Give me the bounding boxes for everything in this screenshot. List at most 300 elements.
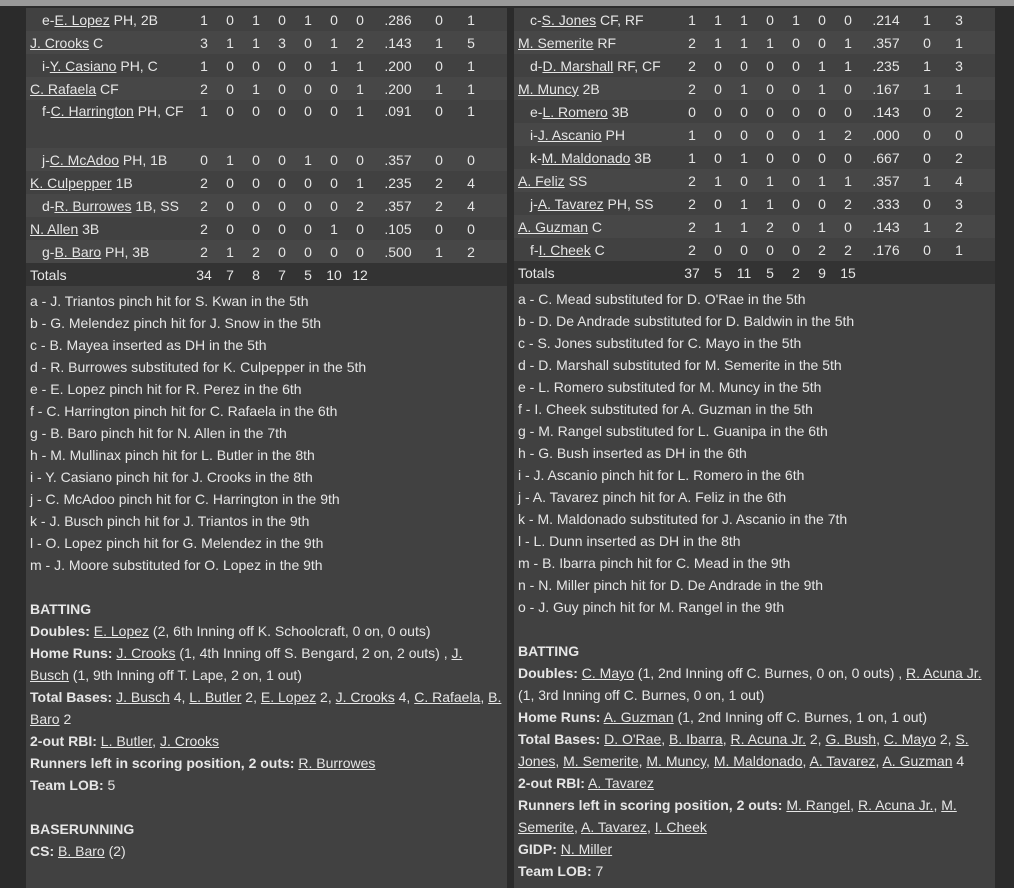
stat-cell: 1 xyxy=(455,77,487,100)
stat-cell: .357 xyxy=(373,194,423,217)
stat-cell: 1 xyxy=(955,241,963,258)
stat-cell: 1 xyxy=(243,77,269,100)
stat-cell: 1 xyxy=(911,77,943,100)
stat-cell: 0 xyxy=(278,103,286,119)
player-position: C xyxy=(588,218,603,235)
stat-cell-pad xyxy=(975,169,995,192)
stat-cell: 0 xyxy=(269,240,295,263)
stat-cell-pad xyxy=(975,261,995,284)
player-name-cell xyxy=(514,31,679,54)
player-link[interactable]: M. Semerite xyxy=(563,753,639,769)
substitution-marker: j- xyxy=(42,151,50,168)
player-link[interactable]: J. Busch xyxy=(30,645,463,683)
player-position: PH xyxy=(601,126,625,143)
stat-cell: .143 xyxy=(861,215,911,238)
player-link[interactable]: B. Baro xyxy=(30,689,502,727)
doubles-line: Doubles: C. Mayo (1, 2nd Inning off C. Burnes, 0 on, 0 outs) , R. Acuna Jr. (1, 3rd Inning off C. Burnes, 0 on, 1 out) xyxy=(518,665,982,703)
stat-cell: 1 xyxy=(347,77,373,100)
totals-row xyxy=(26,263,507,286)
player-link[interactable]: S. Jones xyxy=(541,11,597,28)
stat-cell: .200 xyxy=(384,57,412,74)
stat-cell: 1 xyxy=(766,195,774,212)
stat-cell-pad xyxy=(487,217,507,240)
stat-cell: .091 xyxy=(384,103,412,119)
player-position: PH, C xyxy=(116,57,158,74)
player-link[interactable]: C. Mayo xyxy=(581,665,634,681)
player-name-cell xyxy=(26,240,191,263)
substitution-note: g - B. Baro pinch hit for N. Allen in the 7th xyxy=(30,425,287,441)
player-name-cell xyxy=(26,148,191,171)
player-link[interactable]: J. Crooks xyxy=(335,689,395,705)
stat-cell: 0 xyxy=(435,11,443,28)
player-row xyxy=(26,217,507,240)
stat-cell: .167 xyxy=(861,77,911,100)
stat-cell-pad xyxy=(487,8,507,31)
totals-stat-cell: 7 xyxy=(269,263,295,286)
player-link[interactable]: L. Romero xyxy=(542,103,608,120)
stat-cell: 0 xyxy=(792,195,800,212)
player-row xyxy=(26,54,507,77)
player-link[interactable]: N. Allen xyxy=(30,220,79,237)
stat-cell-pad xyxy=(975,192,995,215)
stat-cell: 0 xyxy=(347,148,373,171)
totals-stat-cell: 11 xyxy=(731,261,757,284)
player-link[interactable]: M. Muncy xyxy=(518,80,579,97)
stat-cell: 1 xyxy=(809,169,835,192)
stat-cell: 1 xyxy=(252,11,260,28)
stat-cell: 0 xyxy=(269,194,295,217)
player-row xyxy=(26,148,507,171)
player-row xyxy=(514,54,995,77)
substitution-note: c - B. Mayea inserted as DH in the 5th xyxy=(30,337,267,353)
stat-cell: 0 xyxy=(923,149,931,166)
stat-cell: 0 xyxy=(217,77,243,100)
stat-cell: 0 xyxy=(783,215,809,238)
player-link[interactable]: J. Crooks xyxy=(116,645,176,661)
stat-cell: 3 xyxy=(955,57,963,74)
substitution-notes xyxy=(26,286,507,862)
player-link[interactable]: R. Acuna Jr. xyxy=(730,731,806,747)
stat-cell: 2 xyxy=(200,220,208,237)
stat-cell: .235 xyxy=(384,174,412,191)
player-link[interactable]: E. Lopez xyxy=(54,11,110,28)
stat-cell: 0 xyxy=(252,220,260,237)
player-link[interactable]: M. Maldonado xyxy=(541,149,631,166)
player-link[interactable]: R. Acuna Jr. xyxy=(906,665,982,681)
stat-cell: 1 xyxy=(679,123,705,146)
player-link[interactable]: D. Marshall xyxy=(542,57,614,74)
substitution-marker: c- xyxy=(530,11,542,28)
stat-cell: 2 xyxy=(243,240,269,263)
stat-cell: 0 xyxy=(278,220,286,237)
player-position: RF, CF xyxy=(613,57,661,74)
stat-cell: 0 xyxy=(818,103,826,120)
substitution-note: j - C. McAdoo pinch hit for C. Harrington in the 9th xyxy=(30,491,340,507)
player-link[interactable]: S. Jones xyxy=(518,731,969,769)
stat-cell: 0 xyxy=(818,11,826,28)
risp-line: Runners left in scoring position, 2 outs: M. Rangel, R. Acuna Jr., M. Semerite, A. Tavarez, I. Cheek xyxy=(518,797,957,835)
substitution-note: c - S. Jones substituted for C. Mayo in the 5th xyxy=(518,335,802,351)
stat-cell: 1 xyxy=(200,57,208,74)
stat-cell: 1 xyxy=(217,240,243,263)
stat-cell: .357 xyxy=(861,169,911,192)
stat-cell: 0 xyxy=(688,103,696,120)
player-link[interactable]: A. Tavarez xyxy=(588,775,654,791)
stat-cell: 0 xyxy=(844,103,852,120)
stat-cell: 1 xyxy=(911,169,943,192)
stat-cell: 1 xyxy=(943,31,975,54)
stat-cell: 0 xyxy=(714,241,722,258)
player-name-cell xyxy=(26,171,191,194)
stat-cell: 0 xyxy=(766,57,774,74)
player-link[interactable]: A. Guzman xyxy=(882,753,953,769)
stat-cell: 0 xyxy=(714,195,722,212)
stat-cell: 2 xyxy=(347,194,373,217)
stat-cell-pad xyxy=(487,263,507,286)
stat-cell: 1 xyxy=(200,11,208,28)
stat-cell: 1 xyxy=(809,215,835,238)
stat-cell: 0 xyxy=(757,123,783,146)
stat-cell: 0 xyxy=(278,174,286,191)
risp-line: Runners left in scoring position, 2 outs: R. Burrowes xyxy=(30,755,376,771)
player-link[interactable]: C. Mayo xyxy=(883,731,936,747)
player-position: 2B xyxy=(578,80,600,97)
player-link[interactable]: G. Bush xyxy=(825,731,877,747)
substitution-notes xyxy=(514,284,995,882)
player-link[interactable]: A. Tavarez xyxy=(581,819,647,835)
team-lob-line: Team LOB: 5 xyxy=(30,777,116,793)
player-row xyxy=(26,194,507,217)
doubles-line: Doubles: E. Lopez (2, 6th Inning off K. Schoolcraft, 0 on, 0 outs) xyxy=(30,623,431,639)
substitution-note: a - J. Triantos pinch hit for S. Kwan in the 5th xyxy=(30,293,309,309)
player-link[interactable]: N. Miller xyxy=(560,841,613,857)
stat-cell: .235 xyxy=(872,57,900,74)
home-boxscore-panel xyxy=(514,8,995,888)
stat-cell: 0 xyxy=(321,148,347,171)
stat-cell: 0 xyxy=(766,241,774,258)
stat-cell: 0 xyxy=(766,11,774,28)
stat-cell: 0 xyxy=(943,123,975,146)
player-link[interactable]: M. Muncy xyxy=(646,753,707,769)
substitution-note: f - C. Harrington pinch hit for C. Rafaela in the 6th xyxy=(30,403,338,419)
stat-cell: 0 xyxy=(714,149,722,166)
player-row xyxy=(26,240,507,263)
stat-cell: 1 xyxy=(818,57,826,74)
player-position: C xyxy=(89,34,104,51)
stat-cell: 2 xyxy=(435,174,443,191)
player-link[interactable]: J. Crooks xyxy=(30,34,90,51)
stat-cell: 2 xyxy=(844,241,852,258)
player-name-cell xyxy=(26,8,191,31)
totals-stat-cell xyxy=(455,263,487,286)
stat-cell: 2 xyxy=(835,123,861,146)
totals-stat-cell: 15 xyxy=(835,261,861,284)
player-link[interactable]: C. McAdoo xyxy=(49,151,120,168)
stat-cell: 2 xyxy=(191,240,217,263)
player-row xyxy=(514,77,995,100)
stat-cell: 0 xyxy=(731,169,757,192)
stat-cell: 0 xyxy=(278,57,286,74)
stat-cell: 1 xyxy=(740,149,748,166)
stat-cell: 0 xyxy=(304,57,312,74)
stat-cell: 1 xyxy=(740,195,748,212)
totals-stat-cell: 2 xyxy=(783,261,809,284)
player-row xyxy=(514,192,995,215)
player-name-cell xyxy=(514,77,679,100)
stat-cell: 0 xyxy=(191,148,217,171)
stat-cell: 0 xyxy=(835,215,861,238)
substitution-note: d - D. Marshall substituted for M. Semerite in the 5th xyxy=(518,357,842,373)
stat-cell: 0 xyxy=(911,123,943,146)
stat-cell: 5 xyxy=(455,31,487,54)
stat-cell: 0 xyxy=(835,77,861,100)
stat-cell: 2 xyxy=(844,195,852,212)
stat-cell: 1 xyxy=(757,31,783,54)
stat-cell: .286 xyxy=(384,11,412,28)
stat-cell: .200 xyxy=(373,77,423,100)
player-position: 1B xyxy=(111,174,133,191)
stat-cell: 1 xyxy=(731,31,757,54)
player-link[interactable]: J. Ascanio xyxy=(537,126,602,143)
player-position: PH, CF xyxy=(133,103,184,119)
stat-cell: 4 xyxy=(467,174,475,191)
substitution-marker: j- xyxy=(530,195,538,212)
player-row xyxy=(514,169,995,192)
player-link[interactable]: R. Burrowes xyxy=(298,755,376,771)
player-name-cell xyxy=(26,217,191,240)
stat-cell: 1 xyxy=(731,215,757,238)
substitution-marker: f- xyxy=(530,241,539,258)
player-link[interactable]: M. Semerite xyxy=(518,34,594,51)
stat-cell-pad xyxy=(975,77,995,100)
substitution-note: g - M. Rangel substituted for L. Guanipa in the 6th xyxy=(518,423,828,439)
team-lob-line: Team LOB: 7 xyxy=(518,863,604,879)
stat-cell: 1 xyxy=(792,11,800,28)
player-row xyxy=(514,8,995,31)
player-link[interactable]: L. Butler xyxy=(189,689,242,705)
player-position: 3B xyxy=(78,220,100,237)
stat-cell: 2 xyxy=(688,241,696,258)
stat-cell: 0 xyxy=(740,103,748,120)
stat-cell: 1 xyxy=(740,11,748,28)
stat-cell: 0 xyxy=(844,149,852,166)
player-link[interactable]: J. Busch xyxy=(116,689,170,705)
stat-cell: 1 xyxy=(467,57,475,74)
player-row xyxy=(514,123,995,146)
substitution-note: h - M. Mullinax pinch hit for L. Butler in the 8th xyxy=(30,447,315,463)
totals-stat-cell: 12 xyxy=(347,263,373,286)
player-position: 1B, SS xyxy=(131,197,179,214)
totals-stat-cell: 34 xyxy=(191,263,217,286)
stat-cell: 0 xyxy=(226,57,234,74)
stat-cell: 4 xyxy=(455,194,487,217)
stat-cell: 0 xyxy=(757,77,783,100)
stat-cell: 2 xyxy=(757,215,783,238)
stat-cell-pad xyxy=(975,31,995,54)
stat-cell: 2 xyxy=(688,57,696,74)
stat-cell-pad xyxy=(487,77,507,100)
totals-label: Totals xyxy=(26,263,191,286)
player-link[interactable]: E. Lopez xyxy=(93,623,150,639)
substitution-marker: i- xyxy=(530,126,538,143)
stat-cell-pad xyxy=(975,123,995,146)
stat-cell: 3 xyxy=(955,11,963,28)
totals-stat-cell: 10 xyxy=(321,263,347,286)
stat-cell: .500 xyxy=(373,240,423,263)
stat-cell: 1 xyxy=(330,57,338,74)
player-link[interactable]: Y. Casiano xyxy=(49,57,117,74)
player-link[interactable]: C. Rafaela xyxy=(414,689,481,705)
stat-cell: 0 xyxy=(269,148,295,171)
cs-line: CS: B. Baro (2) xyxy=(30,843,126,859)
player-link[interactable]: B. Ibarra xyxy=(669,731,723,747)
batting-heading: BATTING xyxy=(30,601,92,617)
player-link[interactable]: I. Cheek xyxy=(538,241,591,258)
player-name-cell xyxy=(26,54,191,77)
player-link[interactable]: A. Guzman xyxy=(518,218,589,235)
stat-cell: 1 xyxy=(923,57,931,74)
stat-cell-pad xyxy=(487,194,507,217)
stat-cell: 1 xyxy=(356,174,364,191)
substitution-note: l - O. Lopez pinch hit for G. Melendez in the 9th xyxy=(30,535,324,551)
stat-cell: 2 xyxy=(679,215,705,238)
player-position: 3B xyxy=(630,149,652,166)
player-link[interactable]: D. O'Rae xyxy=(604,731,662,747)
totals-stat-cell: 5 xyxy=(295,263,321,286)
player-link[interactable]: A. Feliz xyxy=(518,172,565,189)
player-name-cell xyxy=(514,146,679,169)
player-link[interactable]: M. Maldonado xyxy=(713,753,803,769)
player-link[interactable]: M. Rangel xyxy=(786,797,851,813)
stat-cell: 0 xyxy=(435,57,443,74)
away-boxscore-panel xyxy=(26,8,507,888)
stat-cell: 0 xyxy=(911,31,943,54)
stat-cell-pad xyxy=(487,171,507,194)
substitution-note: i - Y. Casiano pinch hit for J. Crooks in the 8th xyxy=(30,469,313,485)
totals-stat-cell xyxy=(861,261,911,284)
stat-cell: 0 xyxy=(783,77,809,100)
stat-cell: 1 xyxy=(423,31,455,54)
stat-cell: 1 xyxy=(217,148,243,171)
substitution-note: e - L. Romero substituted for M. Muncy in the 5th xyxy=(518,379,822,395)
stat-cell: .333 xyxy=(872,195,900,212)
stat-cell-pad xyxy=(975,146,995,169)
player-position: C xyxy=(590,241,605,258)
stat-cell: 0 xyxy=(295,31,321,54)
stat-cell: 0 xyxy=(809,31,835,54)
stat-cell: 0 xyxy=(792,149,800,166)
stat-cell: 1 xyxy=(467,11,475,28)
player-link[interactable]: I. Cheek xyxy=(654,819,707,835)
stat-cell: 0 xyxy=(295,240,321,263)
player-row xyxy=(26,77,507,100)
player-link[interactable]: A. Tavarez xyxy=(537,195,604,212)
stat-cell: 0 xyxy=(278,11,286,28)
totals-stat-cell: 37 xyxy=(679,261,705,284)
player-position: PH, 1B xyxy=(119,151,168,168)
player-row xyxy=(26,31,507,54)
stat-cell: 1 xyxy=(467,103,475,119)
player-name-cell xyxy=(26,100,191,148)
player-link[interactable]: R. Burrowes xyxy=(54,197,132,214)
substitution-note: d - R. Burrowes substituted for K. Culpepper in the 5th xyxy=(30,359,367,375)
stat-cell: 0 xyxy=(347,240,373,263)
stat-cell-pad xyxy=(487,100,507,148)
substitution-note: l - L. Dunn inserted as DH in the 8th xyxy=(518,533,741,549)
stat-cell: 1 xyxy=(844,57,852,74)
stat-cell: 1 xyxy=(423,77,455,100)
stat-cell: 0 xyxy=(467,220,475,237)
stat-cell: 1 xyxy=(356,103,364,119)
player-link[interactable]: R. Acuna Jr. xyxy=(857,797,934,813)
stat-cell: 0 xyxy=(243,148,269,171)
substitution-marker: e- xyxy=(530,103,543,120)
stat-cell: .357 xyxy=(373,148,423,171)
stat-cell: 0 xyxy=(923,103,931,120)
stat-cell-pad xyxy=(487,240,507,263)
total-bases-line: Total Bases: D. O'Rae, B. Ibarra, R. Acuna Jr. 2, G. Bush, C. Mayo 2, S. Jones, M. Semerite, M. Muncy, M. Maldonado, A. Tavarez, A. Guzman 4 xyxy=(518,731,969,769)
stat-cell: 1 xyxy=(943,77,975,100)
stat-cell: 2 xyxy=(943,215,975,238)
stat-cell: 0 xyxy=(252,57,260,74)
stat-cell: 0 xyxy=(321,194,347,217)
stat-cell: 0 xyxy=(740,57,748,74)
stat-cell: 2 xyxy=(955,103,963,120)
player-link[interactable]: C. Rafaela xyxy=(30,80,97,97)
substitution-note: m - B. Ibarra pinch hit for C. Mead in the 9th xyxy=(518,555,791,571)
stat-cell: 1 xyxy=(243,31,269,54)
stat-cell: 0 xyxy=(321,77,347,100)
stat-cell: 0 xyxy=(818,195,826,212)
stat-cell: 0 xyxy=(766,149,774,166)
stat-cell: .143 xyxy=(373,31,423,54)
stat-cell: 0 xyxy=(226,174,234,191)
stat-cell: 0 xyxy=(269,77,295,100)
player-link[interactable]: M. Semerite xyxy=(518,797,957,835)
substitution-note: k - J. Busch pinch hit for J. Triantos in the 9th xyxy=(30,513,310,529)
player-name-cell xyxy=(514,8,679,31)
substitution-marker: d- xyxy=(530,57,543,74)
player-position: PH, 3B xyxy=(101,243,150,260)
player-position: CF, RF xyxy=(596,11,644,28)
baserunning-heading: BASERUNNING xyxy=(30,821,135,837)
two-out-rbi-line: 2-out RBI: L. Butler, J. Crooks xyxy=(30,733,220,749)
stat-cell-pad xyxy=(487,54,507,77)
stat-cell: 1 xyxy=(423,240,455,263)
stat-cell: 2 xyxy=(423,194,455,217)
player-link[interactable]: E. Lopez xyxy=(260,689,317,705)
stat-cell: .357 xyxy=(861,31,911,54)
player-link[interactable]: B. Baro xyxy=(58,843,105,859)
player-link[interactable]: C. Harrington xyxy=(50,103,134,119)
player-link[interactable]: K. Culpepper xyxy=(30,174,112,191)
stat-cell: 0 xyxy=(818,149,826,166)
stat-cell: 1 xyxy=(809,77,835,100)
stat-cell: 3 xyxy=(955,195,963,212)
stat-cell: 1 xyxy=(714,11,722,28)
substitution-note: b - D. De Andrade substituted for D. Baldwin in the 5th xyxy=(518,313,855,329)
substitution-marker: g- xyxy=(42,243,55,260)
player-link[interactable]: B. Baro xyxy=(54,243,102,260)
player-name-cell xyxy=(26,194,191,217)
stat-cell: 0 xyxy=(792,103,800,120)
player-link[interactable]: J. Crooks xyxy=(159,733,220,749)
player-link[interactable]: A. Tavarez xyxy=(809,753,876,769)
player-name-cell xyxy=(514,123,679,146)
two-out-rbi-line: 2-out RBI: A. Tavarez xyxy=(518,775,654,791)
player-link[interactable]: L. Butler xyxy=(100,733,153,749)
player-link[interactable]: A. Guzman xyxy=(603,709,674,725)
